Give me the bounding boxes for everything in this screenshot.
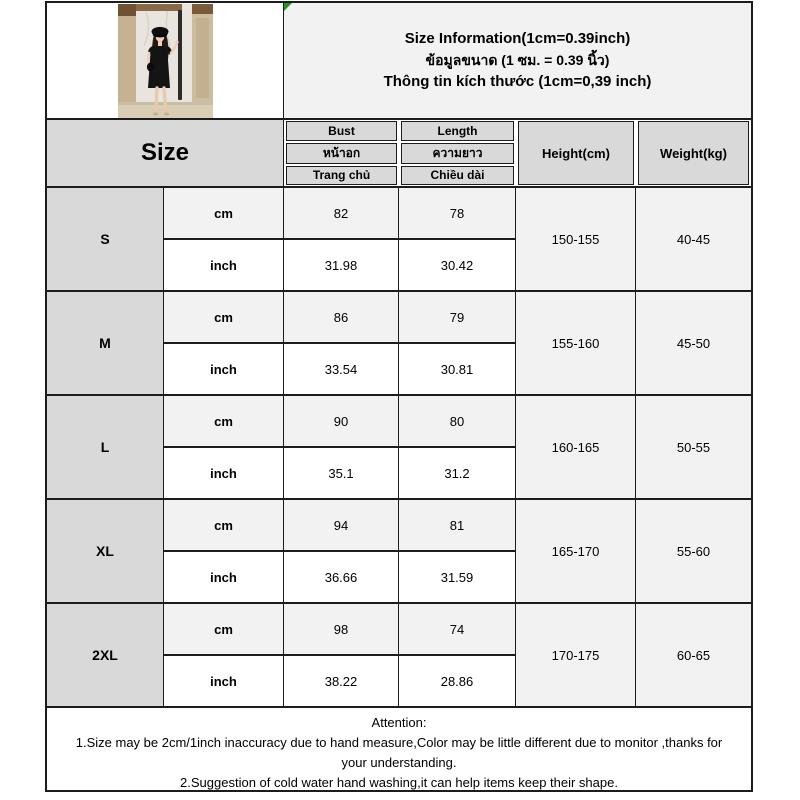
height-column-header <box>516 120 636 186</box>
size-label: L <box>47 396 164 498</box>
height-value: 160-165 <box>516 396 636 498</box>
length-cm-value: 80 <box>399 396 516 446</box>
height-value: 155-160 <box>516 292 636 394</box>
size-label: XL <box>47 500 164 602</box>
height-header-label: Height(cm) <box>518 121 634 185</box>
length-column-header <box>399 120 516 186</box>
length-label-en: Length <box>401 121 514 141</box>
bust-cm-value: 82 <box>284 188 399 238</box>
size-row-2xl <box>47 604 751 708</box>
size-table <box>45 1 753 792</box>
weight-header-label: Weight(kg) <box>638 121 749 185</box>
title-band <box>47 3 751 120</box>
bust-cm-value: 98 <box>284 604 399 654</box>
length-inch-value: 31.2 <box>399 448 516 498</box>
length-label-vi: Chiều dài <box>401 166 514 186</box>
size-row-s <box>47 188 751 292</box>
bust-label-en: Bust <box>286 121 397 141</box>
length-inch-value: 28.86 <box>399 656 516 706</box>
size-row-l <box>47 396 751 500</box>
weight-column-header <box>636 120 751 186</box>
cm-subrow <box>164 292 516 344</box>
bust-inch-value: 35.1 <box>284 448 399 498</box>
length-cm-value: 79 <box>399 292 516 342</box>
size-label: 2XL <box>47 604 164 706</box>
bust-inch-value: 38.22 <box>284 656 399 706</box>
length-cm-value: 78 <box>399 188 516 238</box>
bust-inch-value: 36.66 <box>284 552 399 602</box>
attention-note-1: 1.Size may be 2cm/1inch inaccuracy due to hand measure,Color may be little different due to monitor ,thanks for your understanding. <box>75 735 723 771</box>
green-corner-marker-icon <box>284 3 292 11</box>
size-row-xl <box>47 500 751 604</box>
model-photo <box>118 4 213 118</box>
inch-subrow <box>164 448 516 498</box>
weight-value: 40-45 <box>636 188 751 290</box>
unit-inch-label: inch <box>164 448 284 498</box>
weight-value: 50-55 <box>636 396 751 498</box>
height-value: 170-175 <box>516 604 636 706</box>
bust-inch-value: 31.98 <box>284 240 399 290</box>
cm-subrow <box>164 604 516 656</box>
cm-subrow <box>164 396 516 448</box>
inch-subrow <box>164 344 516 394</box>
unit-inch-label: inch <box>164 552 284 602</box>
length-inch-value: 30.81 <box>399 344 516 394</box>
cm-subrow <box>164 500 516 552</box>
title-thai: ข้อมูลขนาด (1 ซม. = 0.39 นิ้ว) <box>425 52 610 68</box>
size-column-header: Size <box>47 120 284 186</box>
size-row-m <box>47 292 751 396</box>
title-cell <box>284 3 751 118</box>
weight-value: 60-65 <box>636 604 751 706</box>
unit-cm-label: cm <box>164 396 284 446</box>
size-label: M <box>47 292 164 394</box>
height-value: 165-170 <box>516 500 636 602</box>
bust-cm-value: 90 <box>284 396 399 446</box>
bust-column-header <box>284 120 399 186</box>
cm-subrow <box>164 188 516 240</box>
inch-subrow <box>164 656 516 706</box>
attention-notes <box>47 708 751 790</box>
bust-cm-value: 94 <box>284 500 399 550</box>
inch-subrow <box>164 240 516 290</box>
title-vietnamese: Thông tin kích thước (1cm=0,39 inch) <box>383 73 652 90</box>
attention-note-2: 2.Suggestion of cold water hand washing,it can help items keep their shape. <box>180 775 618 791</box>
length-cm-value: 81 <box>399 500 516 550</box>
unit-inch-label: inch <box>164 344 284 394</box>
height-value: 150-155 <box>516 188 636 290</box>
product-photo-cell <box>47 3 284 118</box>
length-label-th: ความยาว <box>401 143 514 164</box>
title-english: Size Information(1cm=0.39inch) <box>404 29 631 47</box>
unit-inch-label: inch <box>164 240 284 290</box>
unit-cm-label: cm <box>164 500 284 550</box>
unit-inch-label: inch <box>164 656 284 706</box>
weight-value: 55-60 <box>636 500 751 602</box>
length-cm-value: 74 <box>399 604 516 654</box>
weight-value: 45-50 <box>636 292 751 394</box>
bust-label-vi: Trang chủ <box>286 166 397 186</box>
attention-title: Attention: <box>371 715 427 730</box>
bust-cm-value: 86 <box>284 292 399 342</box>
length-inch-value: 30.42 <box>399 240 516 290</box>
unit-cm-label: cm <box>164 188 284 238</box>
length-inch-value: 31.59 <box>399 552 516 602</box>
bust-inch-value: 33.54 <box>284 344 399 394</box>
table-header-band <box>47 120 751 188</box>
bust-label-th: หน้าอก <box>286 143 397 164</box>
unit-cm-label: cm <box>164 604 284 654</box>
size-label: S <box>47 188 164 290</box>
inch-subrow <box>164 552 516 602</box>
unit-cm-label: cm <box>164 292 284 342</box>
